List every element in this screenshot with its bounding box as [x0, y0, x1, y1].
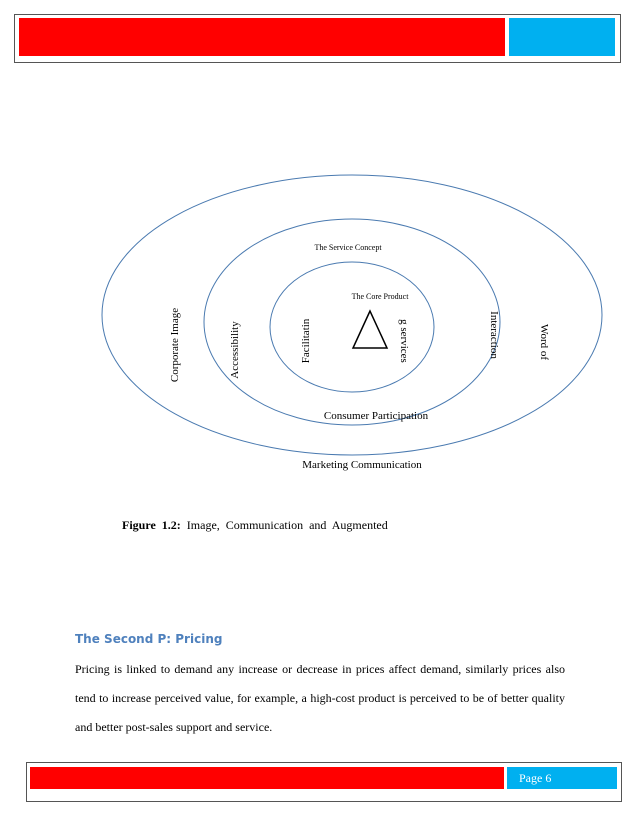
footer-red-bar [30, 767, 504, 789]
consumer-participation-label: Consumer Participation [323, 410, 429, 422]
word-of-label: Word of [538, 323, 550, 361]
core-product-triangle [353, 311, 387, 348]
section-heading: The Second P: Pricing [75, 632, 223, 646]
accessibility-label: Accessibility [229, 321, 241, 379]
footer-page-number: Page 6 [507, 767, 617, 789]
figure-text: Image, Communication and Augmented [186, 518, 388, 532]
section-paragraph: Pricing is linked to demand any increase or decrease in prices affect demand, similarly prices also tend to increase perceived value, for example, a high-cost product is perceived to be of better quality and better post-sales support and service. [75, 662, 565, 734]
marketing-communication-label: Marketing Communication [302, 459, 422, 471]
corporate-image-label: Corporate Image [169, 307, 181, 383]
interaction-label: Interaction [488, 311, 500, 359]
facilitating-left-label: Facilitatin [300, 318, 312, 364]
core-product-label: The Core Product [351, 292, 409, 301]
figure-label: Figure 1.2: [122, 518, 181, 532]
facilitating-right-label: g services [398, 319, 410, 363]
figure-caption [122, 518, 388, 533]
service-concept-label: The Service Concept [314, 243, 382, 252]
